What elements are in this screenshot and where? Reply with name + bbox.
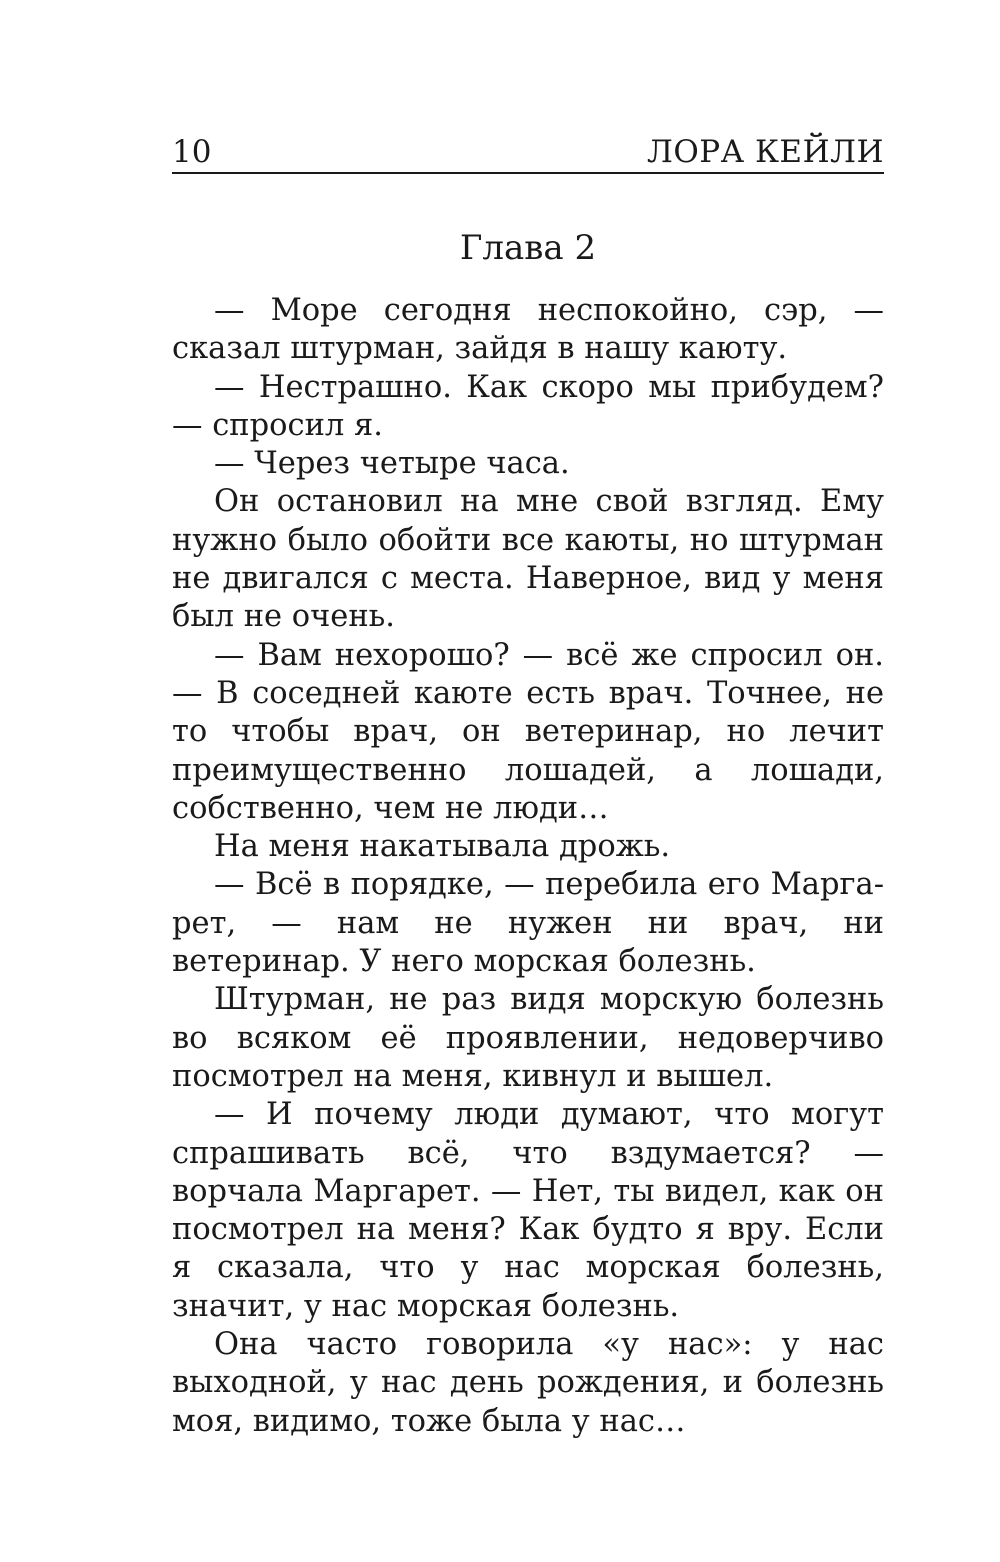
paragraph: Она часто говорила «у нас»: у нас выходной, у нас день рождения, и болезнь моя, видимо, тоже была у нас… (172, 1327, 884, 1439)
paragraph: На меня накатывала дрожь. (214, 829, 671, 865)
running-head-author: ЛОРА КЕЙЛИ (646, 134, 884, 170)
page-number: 10 (172, 134, 212, 170)
paragraph: — Вам нехорошо? — всё же спросил он. — В соседней каюте есть врач. Точнее, не то чтобы врач, он ветеринар, но лечит преимущественно лошадей, а лошади, собственно, чем не люди… (172, 637, 884, 826)
chapter-title: Глава 2 (459, 228, 597, 268)
paragraph: Штурман, не раз видя морскую болезнь во всяком её проявлении, недоверчиво посмотрел на меня, кивнул и вышел. (172, 982, 884, 1094)
paragraph: — Море сегодня неспокойно, сэр, — сказал штурман, зайдя в нашу каюту. (172, 293, 884, 367)
paragraph: — Всё в порядке, — перебила его Маргарет, — нам не нужен ни врач, ни ветеринар. У него морская болезнь. (172, 867, 884, 980)
book-page (172, 0, 884, 1562)
paragraph: — И почему люди думают, что могут спрашивать всё, что вздумается? — ворчала Маргарет. — Нет, ты видел, как он посмотрел на меня? Как будто я вру. Если я сказала, что у нас морская болезнь, значит, у нас морская болезнь. (172, 1097, 884, 1324)
body-text (172, 292, 884, 1441)
paragraph: Он остановил на мне свой взгляд. Ему нужно было обойти все каюты, но штурман не двигался с места. Наверное, вид у меня был не очень. (172, 484, 884, 635)
paragraph: — Нестрашно. Как скоро мы прибудем? — спросил я. (172, 369, 884, 443)
running-head (172, 132, 884, 174)
paragraph: — Через четыре часа. (214, 446, 570, 482)
